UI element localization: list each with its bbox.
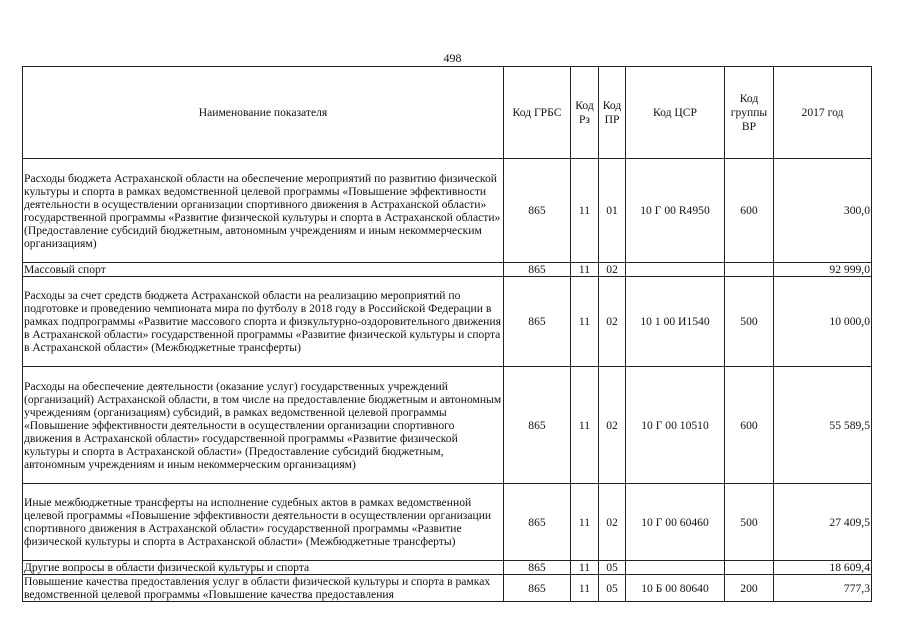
header-row (23, 67, 872, 159)
row-vr (725, 263, 774, 277)
row-name: Иные межбюджетные трансферты на исполнение судебных актов в рамках ведомственной целевой программы «Повышение эффективности деятельности в осуществлении организации спортивного движения в Астраханской области» государственной программы «Развитие физической культуры и спорта в Астраханской области» (Межбюджетные трансферты) (23, 484, 504, 561)
budget-table (22, 66, 872, 602)
row-name: Другие вопросы в области физической культуры и спорта (23, 561, 504, 575)
row-rz: 11 (571, 484, 599, 561)
row-csr (626, 561, 725, 575)
row-amount: 27 409,5 (774, 484, 872, 561)
header-pr: Код ПР (599, 67, 626, 159)
row-pr: 05 (599, 561, 626, 575)
header-name: Наименование показателя (23, 67, 504, 159)
row-grbs: 865 (504, 575, 571, 602)
row-name: Расходы за счет средств бюджета Астраханской области на реализацию мероприятий по подготовке и проведению чемпионата мира по футболу в 2018 году в Российской Федерации в рамках подпрограммы «Развитие массового спорта и физкультурно-оздоровительного движения в Астраханской области» государственной программы «Развитие физической культуры и спорта в Астраханской области» (Межбюджетные трансферты) (23, 277, 504, 367)
header-csr: Код ЦСР (626, 67, 725, 159)
row-pr: 02 (599, 367, 626, 484)
table-row (23, 484, 872, 561)
table-row (23, 263, 872, 277)
page-number: 498 (443, 51, 462, 65)
header-grbs: Код ГРБС (504, 67, 571, 159)
row-amount: 777,3 (774, 575, 872, 602)
row-vr (725, 561, 774, 575)
header-year: 2017 год (774, 67, 872, 159)
row-pr: 01 (599, 159, 626, 263)
row-vr: 500 (725, 277, 774, 367)
row-grbs: 865 (504, 367, 571, 484)
row-amount: 92 999,0 (774, 263, 872, 277)
table-row (23, 575, 872, 602)
row-amount: 55 589,5 (774, 367, 872, 484)
row-csr: 10 Г 00 10510 (626, 367, 725, 484)
row-amount: 10 000,0 (774, 277, 872, 367)
row-grbs: 865 (504, 484, 571, 561)
row-grbs: 865 (504, 277, 571, 367)
row-grbs: 865 (504, 561, 571, 575)
row-csr (626, 263, 725, 277)
header-rz: Код Рз (571, 67, 599, 159)
row-csr: 10 Г 00 60460 (626, 484, 725, 561)
row-name: Расходы на обеспечение деятельности (оказание услуг) государственных учреждений (организаций) Астраханской области, в том числе на предоставление бюджетным и автономным учреждениям (организациям) субсидий, в рамках ведомственной целевой программы «Повышение эффективности деятельности в осуществлении организации спортивного движения в Астраханской области» государственной программы «Развитие физической культуры и спорта в Астраханской области» (Предоставление субсидий бюджетным, автономным учреждениям и иным некоммерческим организациям) (23, 367, 504, 484)
row-rz: 11 (571, 277, 599, 367)
row-csr: 10 Б 00 80640 (626, 575, 725, 602)
row-amount: 300,0 (774, 159, 872, 263)
table-row (23, 561, 872, 575)
row-pr: 02 (599, 263, 626, 277)
row-rz: 11 (571, 159, 599, 263)
row-grbs: 865 (504, 263, 571, 277)
table-row (23, 159, 872, 263)
row-rz: 11 (571, 561, 599, 575)
row-vr: 600 (725, 367, 774, 484)
row-vr: 600 (725, 159, 774, 263)
row-name: Повышение качества предоставления услуг в области физической культуры и спорта в рамках ведомственной целевой программы «Повышение качества предоставления (23, 575, 504, 602)
row-pr: 05 (599, 575, 626, 602)
table-row (23, 277, 872, 367)
header-vr: Код группы ВР (725, 67, 774, 159)
row-amount: 18 609,4 (774, 561, 872, 575)
table-row (23, 367, 872, 484)
row-vr: 500 (725, 484, 774, 561)
row-rz: 11 (571, 263, 599, 277)
row-name: Массовый спорт (23, 263, 504, 277)
row-pr: 02 (599, 277, 626, 367)
row-name: Расходы бюджета Астраханской области на обеспечение мероприятий по развитию физической культуры и спорта в рамках ведомственной целевой программы «Повышение эффективности деятельности в осуществлении организации спортивного движения в Астраханской области» государственной программы «Развитие физической культуры и спорта в Астраханской области» (Предоставление субсидий бюджетным, автономным учреждениям и иным некоммерческим организациям) (23, 159, 504, 263)
row-rz: 11 (571, 575, 599, 602)
row-vr: 200 (725, 575, 774, 602)
row-csr: 10 1 00 И1540 (626, 277, 725, 367)
row-rz: 11 (571, 367, 599, 484)
row-pr: 02 (599, 484, 626, 561)
row-grbs: 865 (504, 159, 571, 263)
row-csr: 10 Г 00 R4950 (626, 159, 725, 263)
